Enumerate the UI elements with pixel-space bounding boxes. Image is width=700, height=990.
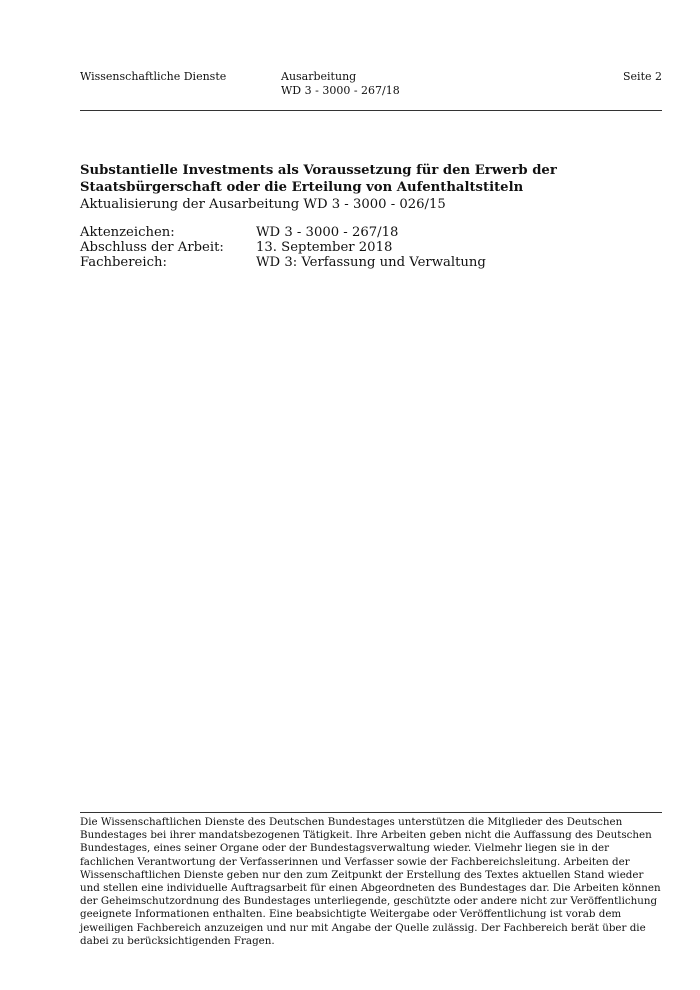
meta-row-fachbereich — [80, 255, 640, 270]
meta-value: 13. September 2018 — [256, 240, 393, 255]
document-subtitle: Aktualisierung der Ausarbeitung WD 3 - 3000 - 026/15 — [80, 197, 446, 212]
header-doc-type: Ausarbeitung — [281, 70, 357, 83]
meta-value: WD 3 - 3000 - 267/18 — [256, 225, 399, 240]
header-doc-info — [281, 70, 400, 98]
header-doc-ref: WD 3 - 3000 - 267/18 — [281, 84, 400, 97]
header-page-number: Seite 2 — [623, 70, 662, 83]
footer-divider — [80, 812, 662, 813]
header-org: Wissenschaftliche Dienste — [80, 70, 227, 83]
meta-label: Fachbereich: — [80, 255, 167, 270]
meta-value: WD 3: Verfassung und Verwaltung — [256, 255, 486, 270]
title-block — [80, 162, 660, 213]
meta-label: Abschluss der Arbeit: — [80, 240, 224, 255]
footer-disclaimer: Die Wissenschaftlichen Dienste des Deutschen Bundestages unterstützen die Mitglieder des Deutschen Bundestages bei ihrer mandatsbezogenen Tätigkeit. Ihre Arbeiten geben nicht die Auffassung des Deutschen Bundestages, eines seiner Organe oder der Bundestagsverwaltung wieder. Vielmehr liegen sie in der fachlichen Verantwortung der Verfasserinnen und Verfasser sowie der Fachbereichsleitung. Arbeiten der Wissenschaftlichen Dienste geben nur den zum Zeitpunkt der Erstellung des Textes aktuellen Stand wieder und stellen eine individuelle Auftragsarbeit für einen Abgeordneten des Bundestages dar. Die Arbeiten können der Geheimschutzordnung des Bundestages unterliegende, geschützte oder andere nicht zur Veröffentlichung geeignete Informationen enthalten. Eine beabsichtigte Weitergabe oder Veröffentlichung ist vorab dem jeweiligen Fachbereich anzuzeigen und nur mit Angabe der Quelle zulässig. Der Fachbereich berät über die dabei zu berücksichtigenden Fragen. — [80, 816, 661, 947]
meta-label: Aktenzeichen: — [80, 225, 175, 240]
document-title: Substantielle Investments als Voraussetzung für den Erwerb der Staatsbürgerschaft oder die Erteilung von Aufenthaltstiteln — [80, 163, 557, 195]
header-divider — [80, 110, 662, 111]
meta-row-abschluss — [80, 240, 640, 255]
page-header — [80, 70, 662, 100]
meta-row-aktenzeichen — [80, 225, 640, 240]
metadata-table — [80, 225, 640, 270]
